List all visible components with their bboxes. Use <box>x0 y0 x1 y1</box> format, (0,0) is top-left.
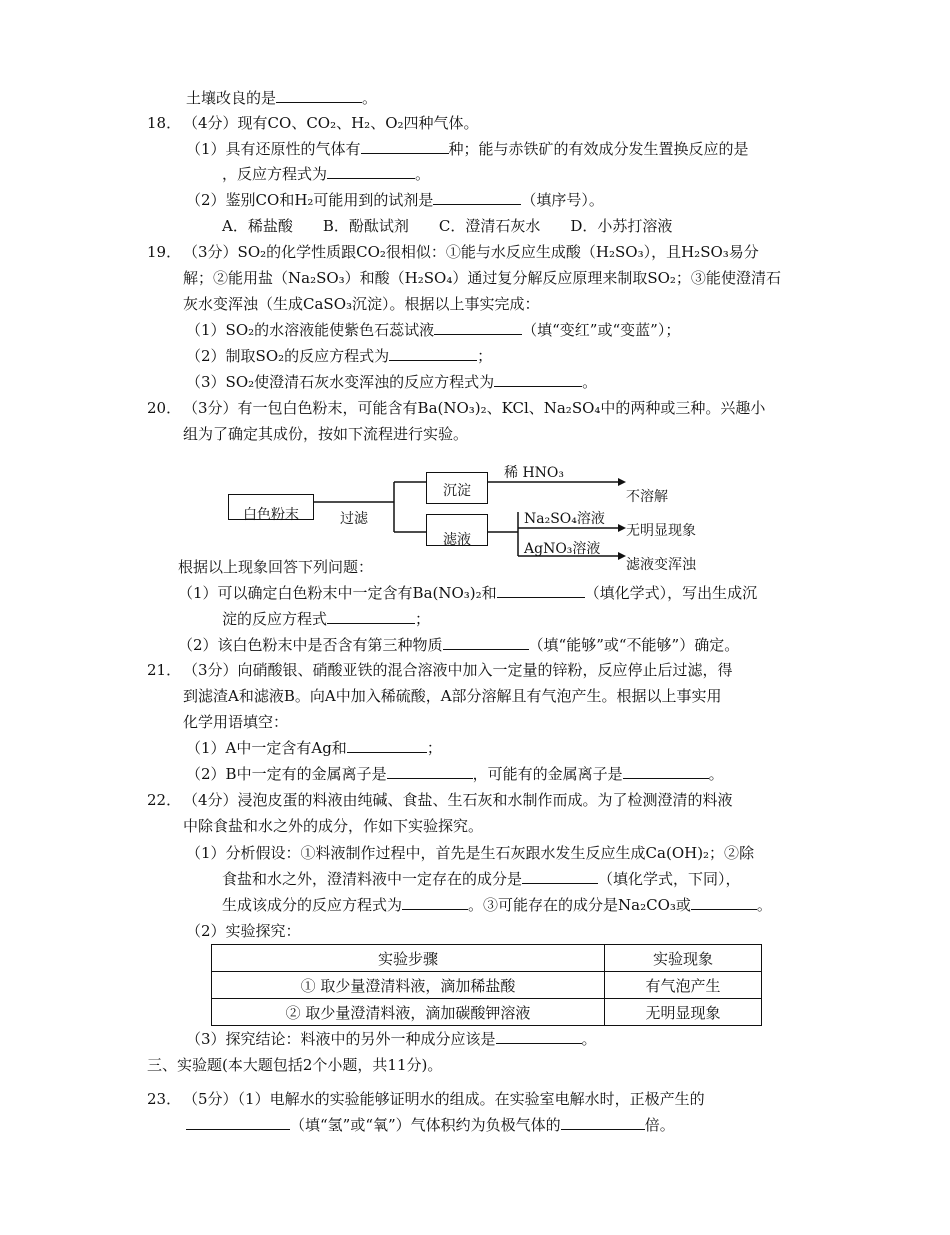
q22-part1-cont: 食盐和水之外，澄清料液中一定存在的成分是 （填化学式，下同）， <box>222 870 741 888</box>
table-cell: ① 取少量澄清料液，滴加稀盐酸 <box>212 972 605 999</box>
flow-diagram <box>222 465 696 573</box>
q22-line2: 中除食盐和水之外的成分，作如下实验探究。 <box>183 817 484 835</box>
q19-part1: （1）SO₂的水溶液能使紫色石蕊试液 （填“变红”或“变蓝”）； <box>186 321 681 339</box>
q23-line2: （填“氢”或“氧”）气体积约为负极气体的 倍。 <box>186 1115 675 1135</box>
q20-part1: （1）可以确定白色粉末中一定含有Ba(NO₃)₂和 （填化学式），写出生成沉 <box>178 584 758 602</box>
table-row <box>212 999 762 1026</box>
answer-blank[interactable] <box>361 139 449 154</box>
answer-blank[interactable] <box>561 1115 645 1130</box>
answer-blank[interactable] <box>186 1115 290 1130</box>
question-23: 23． （5分）（1）电解水的实验能够证明水的组成。在实验室电解水时，正极产生的 <box>147 1090 705 1108</box>
flow-box-filtrate: 滤液 <box>426 514 488 546</box>
flow-label-na2so4: Na₂SO₄溶液 <box>524 511 605 527</box>
answer-blank[interactable] <box>327 164 415 179</box>
q18-part2: （2）鉴别CO和H₂可能用到的试剂是 （填序号）。 <box>186 191 604 209</box>
section-3-heading: 三、实验题(本大题包括2个小题，共11分)。 <box>147 1056 443 1074</box>
answer-blank[interactable] <box>347 738 427 753</box>
answer-blank[interactable] <box>387 764 473 779</box>
answer-blank[interactable] <box>402 895 468 910</box>
q19-part2: （2）制取SO₂的反应方程式为 ； <box>186 347 493 365</box>
line-soil: 土壤改良的是 。 <box>186 89 378 107</box>
answer-blank[interactable] <box>623 764 709 779</box>
q22-part3: （3）探究结论：料液中的另外一种成分应该是 。 <box>186 1030 597 1048</box>
answer-blank[interactable] <box>691 895 757 910</box>
question-20: 20． （3分）有一包白色粉末，可能含有Ba(NO₃)₂、KCl、Na₂SO₄中的两种或三种。兴趣小 <box>147 399 766 417</box>
q19-line3: 灰水变浑浊（生成CaSO₃沉淀）。根据以上事实完成： <box>183 295 540 313</box>
flow-label-no-change: 无明显现象 <box>626 523 696 539</box>
answer-blank[interactable] <box>522 869 598 884</box>
table-cell: ② 取少量澄清料液，滴加碳酸钾溶液 <box>212 999 605 1026</box>
question-21: 21． （3分）向硝酸银、硝酸亚铁的混合溶液中加入一定量的锌粉，反应停止后过滤，得 <box>147 661 733 679</box>
flow-label-acid: 稀 HNO₃ <box>504 465 564 481</box>
answer-blank[interactable] <box>443 635 529 650</box>
answer-blank[interactable] <box>496 1029 582 1044</box>
flow-box-precipitate: 沉淀 <box>426 472 488 504</box>
q21-part1: （1）A中一定含有Ag和 ； <box>186 739 442 757</box>
q20-part1-cont: 淀的反应方程式 ； <box>222 610 431 628</box>
answer-blank[interactable] <box>327 609 415 624</box>
q22-part1-cont2: 生成该成分的反应方程式为 。③可能存在的成分是Na₂CO₃或 。 <box>222 896 772 914</box>
flow-label-turbid: 滤液变浑浊 <box>626 557 696 573</box>
table-header: 实验步骤 <box>212 945 605 972</box>
q19-part3: （3）SO₂使澄清石灰水变浑浊的反应方程式为 。 <box>186 373 598 391</box>
answer-blank[interactable] <box>276 88 362 103</box>
flow-box-start: 白色粉末 <box>228 494 314 520</box>
q20-line3: 根据以上现象回答下列问题： <box>178 558 374 576</box>
q18-part1: （1）具有还原性的气体有 种；能与赤铁矿的有效成分发生置换反应的是 <box>186 140 749 158</box>
experiment-table <box>211 944 762 1026</box>
table-row <box>212 972 762 999</box>
q19-line2: 解；②能用盐（Na₂SO₃）和酸（H₂SO₄）通过复分解反应原理来制取SO₂；③能使澄清石 <box>183 269 781 287</box>
q20-part2: （2）该白色粉末中是否含有第三种物质 （填“能够”或“不能够”）确定。 <box>178 636 740 654</box>
answer-blank[interactable] <box>389 346 477 361</box>
table-cell: 无明显现象 <box>605 999 762 1026</box>
answer-blank[interactable] <box>497 583 585 598</box>
flow-label-filter: 过滤 <box>340 511 368 527</box>
answer-blank[interactable] <box>434 320 522 335</box>
answer-blank[interactable] <box>494 372 582 387</box>
table-header: 实验现象 <box>605 945 762 972</box>
q22-part1: （1）分析假设：①料液制作过程中，首先是生石灰跟水发生反应生成Ca(OH)₂；②除 <box>186 844 755 862</box>
q18-options: A．稀盐酸 B．酚酞试剂 C．澄清石灰水 D．小苏打溶液 <box>222 217 673 235</box>
answer-blank[interactable] <box>433 190 521 205</box>
question-19: 19． （3分）SO₂的化学性质跟CO₂很相似：①能与水反应生成酸（H₂SO₃），且H₂SO₃易分 <box>147 243 759 261</box>
table-cell: 有气泡产生 <box>605 972 762 999</box>
question-18: 18． （4分）现有CO、CO₂、H₂、O₂四种气体。 <box>147 114 479 132</box>
question-22: 22． （4分）浸泡皮蛋的料液由纯碱、食盐、生石灰和水制作而成。为了检测澄清的料液 <box>147 791 733 809</box>
q20-line2: 组为了确定其成份，按如下流程进行实验。 <box>183 425 469 443</box>
table-header-row <box>212 945 762 972</box>
q22-part2: （2）实验探究： <box>186 922 301 940</box>
flow-label-agno3: AgNO₃溶液 <box>524 541 601 557</box>
q21-line3: 化学用语填空： <box>183 713 289 731</box>
q18-part1-cont: ，反应方程式为 。 <box>222 165 431 183</box>
q21-line2: 到滤渣A和滤液B。向A中加入稀硫酸，A部分溶解且有气泡产生。根据以上事实用 <box>183 687 722 705</box>
q21-part2: （2）B中一定有的金属离子是 ，可能有的金属离子是 。 <box>186 765 724 783</box>
flow-label-dissolve: 不溶解 <box>626 489 668 505</box>
